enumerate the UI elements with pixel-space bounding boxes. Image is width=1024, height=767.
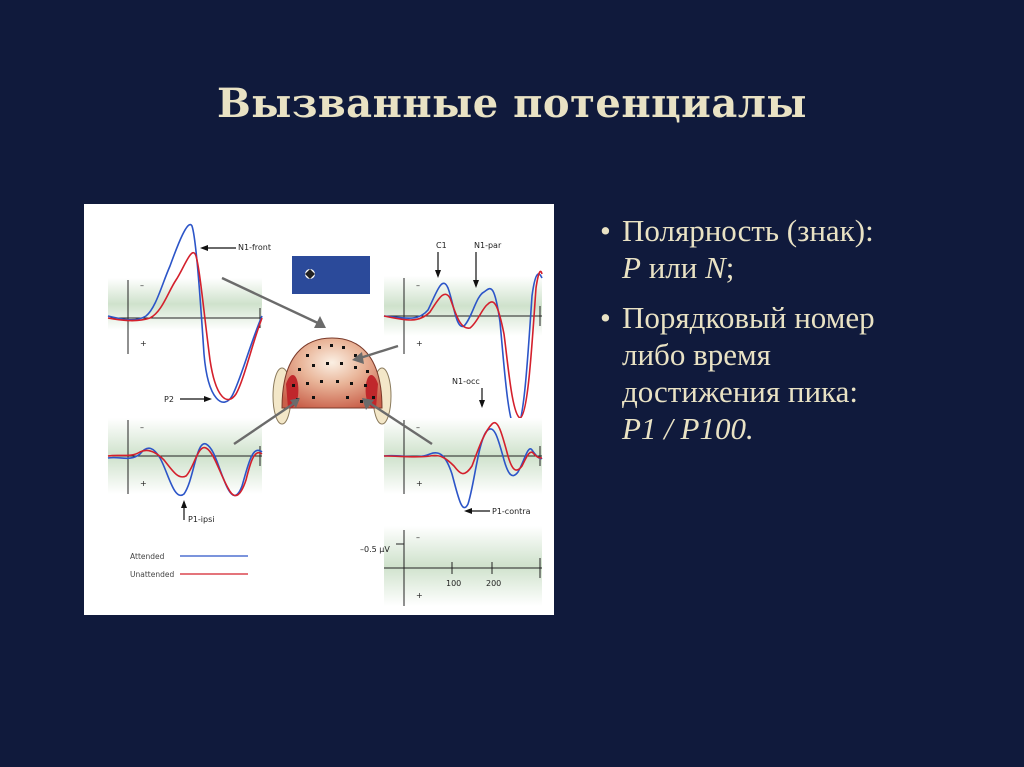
- panel-plus-label: +: [416, 591, 423, 600]
- scalp-topography: [273, 338, 391, 424]
- panel-plus-label: +: [140, 339, 147, 348]
- legend-unattended-label: Unattended: [130, 570, 175, 579]
- bullet-line: Порядковый номер: [622, 300, 875, 335]
- panel-plus-label: +: [416, 339, 423, 348]
- panel-minus-label: –: [416, 533, 420, 542]
- bullet-dot: •: [600, 213, 611, 248]
- tick-label-100: 100: [446, 579, 462, 588]
- label-n1-par: N1-par: [474, 241, 502, 250]
- panel-minus-label: –: [416, 423, 420, 432]
- erp-panel-parietal: [384, 241, 542, 430]
- erp-panel-scale: [360, 526, 542, 606]
- arrow-p1-ipsi: [181, 500, 187, 508]
- label-n1-front: N1-front: [238, 243, 271, 252]
- panel-plus-label: +: [140, 479, 147, 488]
- bullet-line: P или N;: [622, 250, 735, 285]
- erp-figure-svg: [84, 204, 554, 615]
- label-scale-uv: –0.5 μV: [360, 545, 390, 554]
- erp-figure: [84, 204, 554, 615]
- bullet-line: либо время: [622, 337, 771, 372]
- legend-attended-label: Attended: [130, 552, 165, 561]
- panel-minus-label: –: [416, 281, 420, 290]
- bullet-dot: •: [600, 300, 611, 335]
- label-p1-ipsi: P1-ipsi: [188, 515, 215, 524]
- legend: [130, 552, 248, 579]
- panel-minus-label: –: [140, 423, 144, 432]
- bullet-item-order: [600, 299, 1000, 447]
- bullet-list: [600, 212, 1000, 460]
- tick-label-200: 200: [486, 579, 502, 588]
- arrow-p1-contra: [464, 508, 472, 514]
- erp-panel-ipsi: [108, 418, 262, 496]
- stimulus-box: [292, 256, 370, 294]
- label-c1: C1: [436, 241, 447, 250]
- panel-minus-label: –: [140, 281, 144, 290]
- bullet-line: P1 / P100.: [622, 411, 754, 446]
- label-p2: P2: [164, 395, 174, 404]
- bullet-line: Полярность (знак):: [622, 213, 874, 248]
- bullet-item-polarity: [600, 212, 1000, 286]
- label-p1-contra: P1-contra: [492, 507, 531, 516]
- slide-title: Вызванные потенциалы: [216, 80, 808, 127]
- panel-band: [384, 526, 542, 606]
- panel-plus-label: +: [416, 479, 423, 488]
- stimulus-display: [292, 256, 370, 294]
- arrow-p2: [204, 396, 212, 402]
- erp-panel-occipital: [384, 377, 542, 516]
- label-n1-occ: N1-occ: [452, 377, 480, 386]
- arrow-n1-front: [200, 245, 208, 251]
- arrow-n1-occ: [479, 400, 485, 408]
- bullet-line: достижения пика:: [622, 374, 859, 409]
